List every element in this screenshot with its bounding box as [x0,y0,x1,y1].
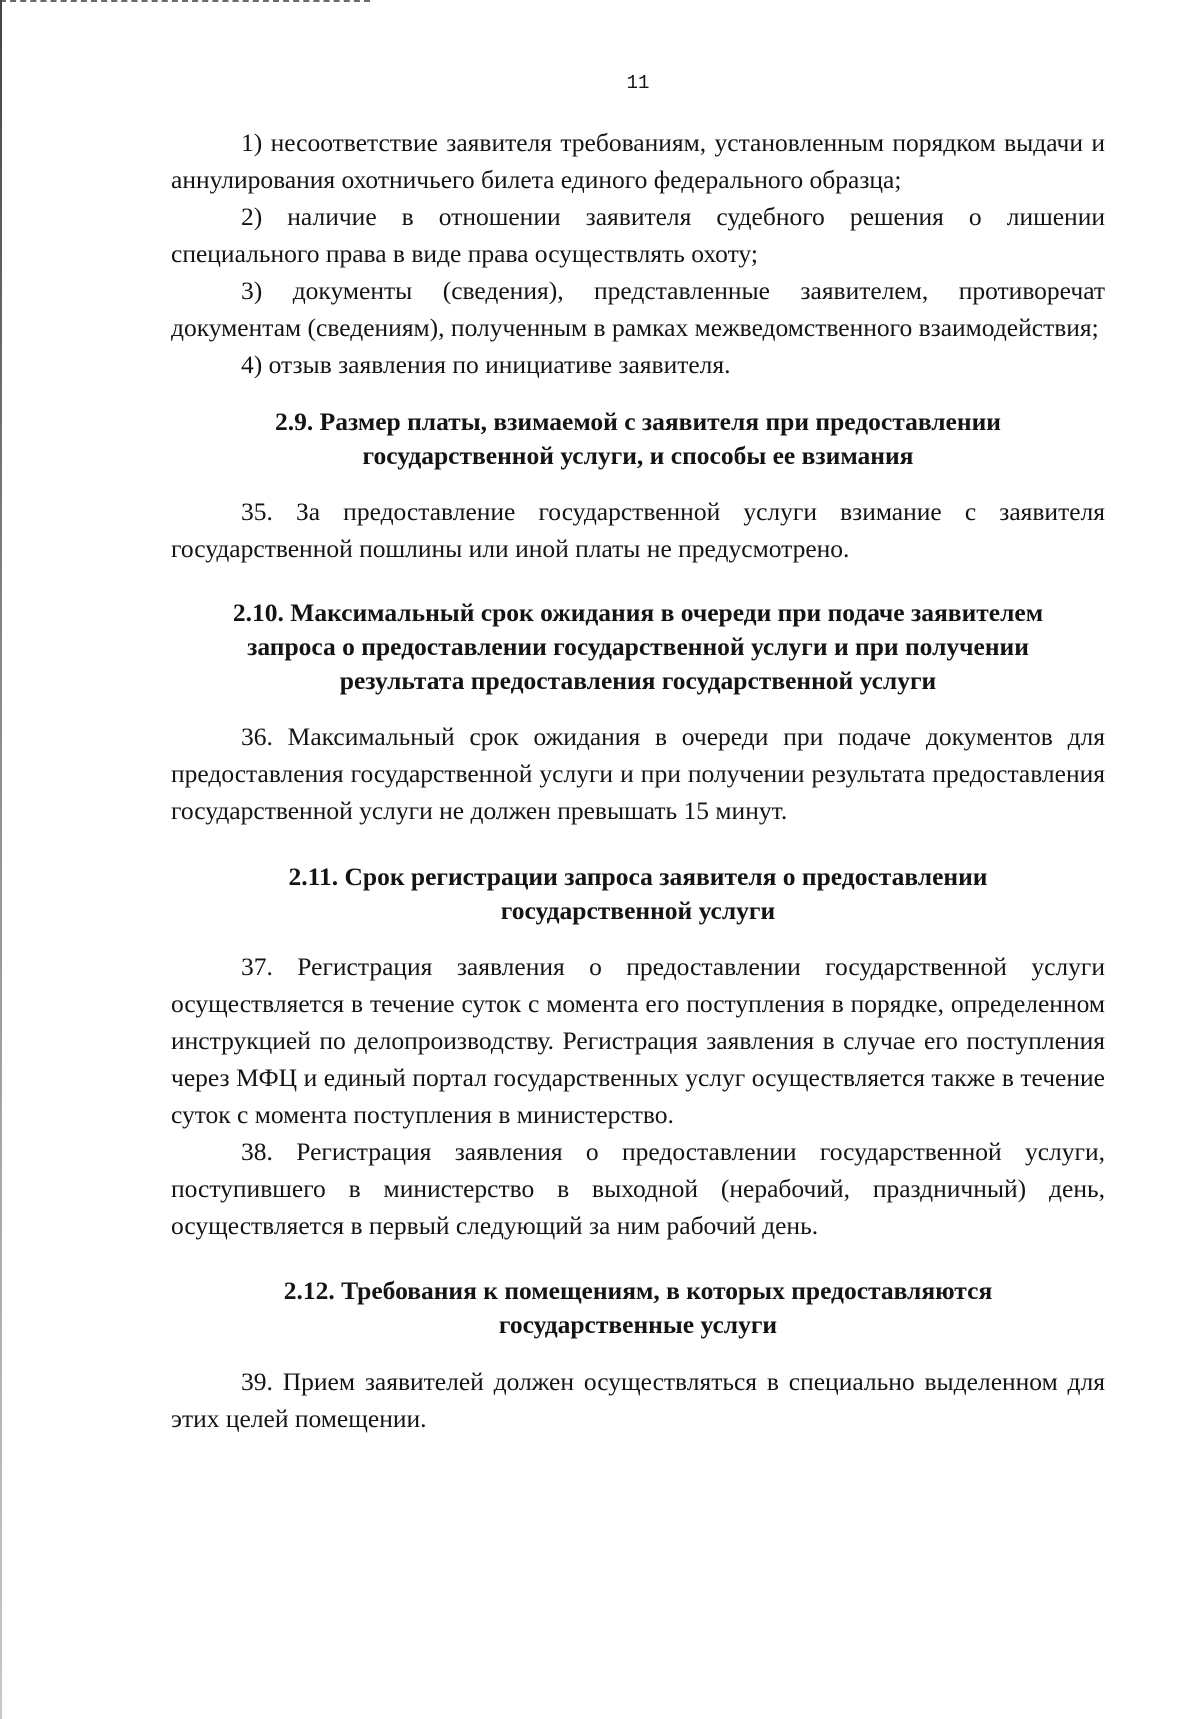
page-number: 11 [626,72,650,94]
document-body [171,124,1105,1437]
heading-line: 2.9. Размер платы, взимаемой с заявителя при предоставлении [275,407,1001,436]
paragraph-38: 38. Регистрация заявления о предоставлении государственной услуги, поступившего в министерство в выходной (нерабочий, праздничный) день, осуществляется в первый следующий за ним рабочий день. [171,1137,1105,1240]
paragraph-37: 37. Регистрация заявления о предоставлении государственной услуги осуществляется в течение суток с момента его поступления в порядке, определенном инструкцией по делопроизводству. Регистрация заявления в случае его поступления через МФЦ и единый портал государственных услуг осуществляется также в течение суток с момента поступления в министерство. [171,952,1105,1129]
heading-line: 2.11. Срок регистрации запроса заявителя о предоставлении [288,862,988,891]
scan-edge-left [0,0,2,1719]
section-heading-2-11 [171,860,1105,928]
heading-line: запроса о предоставлении государственной услуги и при получении [247,632,1029,661]
scan-edge-top [0,0,370,4]
section-heading-2-10 [171,596,1105,698]
heading-line: государственной услуги, и способы ее взимания [362,441,914,470]
heading-line: результата предоставления государственной услуги [339,666,937,695]
paragraph-39: 39. Прием заявителей должен осуществляться в специально выделенном для этих целей помещении. [171,1367,1105,1433]
heading-line: государственной услуги [500,896,776,925]
list-item-2: 2) наличие в отношении заявителя судебного решения о лишении специального права в виде права осуществлять охоту; [171,202,1105,268]
list-item-1: 1) несоответствие заявителя требованиям, установленным порядком выдачи и аннулирования охотничьего билета единого федерального образца; [171,128,1105,194]
heading-line: 2.10. Максимальный срок ожидания в очереди при подаче заявителем [232,598,1044,627]
heading-line: государственные услуги [498,1310,778,1339]
list-item-3: 3) документы (сведения), представленные заявителем, противоречат документам (сведениям), полученным в рамках межведомственного взаимодействия; [171,276,1105,342]
heading-line: 2.12. Требования к помещениям, в которых предоставляются [283,1276,993,1305]
paragraph-36: 36. Максимальный срок ожидания в очереди при подаче документов для предоставления государственной услуги и при получении результата предоставления государственной услуги не должен превышать 15 минут. [171,722,1105,825]
list-item-4: 4) отзыв заявления по инициативе заявителя. [241,350,731,379]
section-heading-2-9 [171,405,1105,473]
paragraph-35: 35. За предоставление государственной услуги взимание с заявителя государственной пошлины или иной платы не предусмотрено. [171,497,1105,563]
section-heading-2-12 [171,1274,1105,1342]
